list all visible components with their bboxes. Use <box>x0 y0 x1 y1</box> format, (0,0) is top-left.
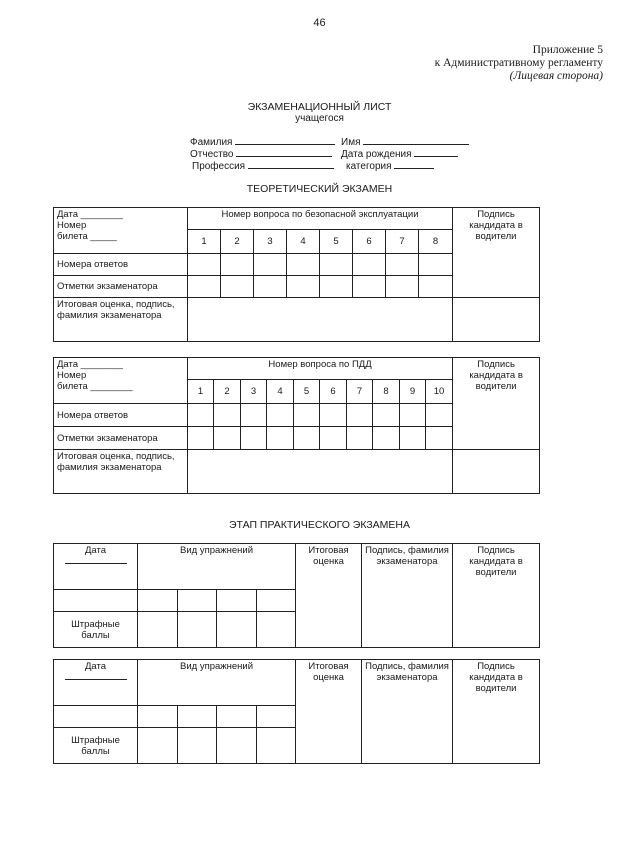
date-value-cell[interactable] <box>54 590 138 612</box>
practice-date-header <box>54 544 138 590</box>
exercise-cell[interactable] <box>217 706 257 728</box>
mark-cell[interactable] <box>241 427 267 450</box>
mark-cell[interactable] <box>419 276 453 298</box>
ticket-label: билета ________ <box>57 381 133 392</box>
exercise-cell[interactable] <box>257 590 296 612</box>
practice-final-grade-header: Итоговая оценка <box>296 660 362 764</box>
mark-cell[interactable] <box>267 427 294 450</box>
practice-section-title: ЭТАП ПРАКТИЧЕСКОГО ЭКЗАМЕНА <box>228 519 411 531</box>
surname-line <box>235 144 335 145</box>
practice-candidate-signature-header: Подпись кандидата в водители <box>453 660 540 764</box>
category-label: категория <box>346 161 392 172</box>
patronymic-line <box>236 156 332 157</box>
mark-cell[interactable] <box>353 276 386 298</box>
answer-cell[interactable] <box>241 404 267 427</box>
examiner-marks-label: Отметки экзаменатора <box>54 276 188 298</box>
mark-cell[interactable] <box>188 427 214 450</box>
date-value-cell[interactable] <box>54 706 138 728</box>
mark-cell[interactable] <box>221 276 254 298</box>
question-number: 2 <box>214 380 241 404</box>
mark-cell[interactable] <box>254 276 287 298</box>
final-grade-label: Итоговая оценка, подпись, фамилия экзаменатора <box>54 450 188 494</box>
profession-line <box>248 168 334 169</box>
question-number: 1 <box>188 230 221 254</box>
question-number: 1 <box>188 380 214 404</box>
mark-cell[interactable] <box>386 276 419 298</box>
date-label: Дата ________ <box>57 359 123 370</box>
exercise-cell[interactable] <box>257 706 296 728</box>
question-number: 7 <box>386 230 419 254</box>
penalty-cell[interactable] <box>138 612 178 648</box>
number-label: Номер <box>57 370 87 381</box>
question-number: 3 <box>241 380 267 404</box>
patronymic-label: Отчество <box>190 149 234 160</box>
ticket-info-cell <box>54 358 188 404</box>
answer-cell[interactable] <box>214 404 241 427</box>
penalty-cell[interactable] <box>217 612 257 648</box>
candidate-signature-header: Подпись кандидата в водители <box>453 208 540 298</box>
birth-date-label: Дата рождения <box>341 149 412 160</box>
ticket-info-cell <box>54 208 188 254</box>
birth-date-field[interactable] <box>341 149 458 160</box>
pdd-question-header: Номер вопроса по ПДД <box>188 358 453 380</box>
answer-cell[interactable] <box>320 404 347 427</box>
name-field[interactable] <box>341 137 469 148</box>
penalty-cell[interactable] <box>178 612 217 648</box>
practice-final-grade-header: Итоговая оценка <box>296 544 362 648</box>
examiner-signature-header: Подпись, фамилия экзаменатора <box>362 660 453 764</box>
category-line <box>394 168 434 169</box>
examiner-marks-label: Отметки экзаменатора <box>54 427 188 450</box>
exercise-cell[interactable] <box>138 706 178 728</box>
patronymic-field[interactable] <box>190 149 332 160</box>
penalty-cell[interactable] <box>138 728 178 764</box>
final-signature-cell[interactable] <box>453 298 540 342</box>
appendix-line-2: к Административному регламенту <box>434 57 603 69</box>
final-grade-cell[interactable] <box>188 298 453 342</box>
mark-cell[interactable] <box>426 427 453 450</box>
appendix-line-1: Приложение 5 <box>532 44 603 56</box>
answer-cell[interactable] <box>188 254 221 276</box>
exercise-cell[interactable] <box>138 590 178 612</box>
final-grade-label: Итоговая оценка, подпись, фамилия экзаменатора <box>54 298 188 342</box>
theory-pdd-table <box>53 357 540 494</box>
answer-cell[interactable] <box>287 254 320 276</box>
question-number: 2 <box>221 230 254 254</box>
penalty-cell[interactable] <box>257 612 296 648</box>
answer-cell[interactable] <box>426 404 453 427</box>
document-title: ЭКЗАМЕНАЦИОННЫЙ ЛИСТ <box>247 101 392 113</box>
answer-cell[interactable] <box>320 254 353 276</box>
surname-field[interactable] <box>190 137 335 148</box>
mark-cell[interactable] <box>347 427 373 450</box>
exercise-cell[interactable] <box>217 590 257 612</box>
page-number: 46 <box>313 17 326 29</box>
exercise-cell[interactable] <box>178 706 217 728</box>
final-signature-cell[interactable] <box>453 450 540 494</box>
theory-section-title: ТЕОРЕТИЧЕСКИЙ ЭКЗАМЕН <box>246 183 393 195</box>
answer-cell[interactable] <box>419 254 453 276</box>
safety-question-header: Номер вопроса по безопасной эксплуатации <box>188 208 453 230</box>
question-number: 9 <box>400 380 426 404</box>
candidate-signature-header: Подпись кандидата в водители <box>453 358 540 450</box>
practice-date-label: Дата <box>84 545 107 556</box>
practice-table-1 <box>53 543 540 648</box>
category-field[interactable] <box>346 161 434 172</box>
appendix-line-3: (Лицевая сторона) <box>509 70 603 82</box>
final-grade-cell[interactable] <box>188 450 453 494</box>
examiner-signature-header: Подпись, фамилия экзаменатора <box>362 544 453 648</box>
answer-cell[interactable] <box>400 404 426 427</box>
exercise-type-header: Вид упражнений <box>138 660 296 706</box>
mark-cell[interactable] <box>287 276 320 298</box>
name-line <box>363 144 469 145</box>
ticket-label: билета _____ <box>57 231 117 242</box>
name-label: Имя <box>341 137 361 148</box>
date-label: Дата ________ <box>57 209 123 220</box>
answer-numbers-label: Номера ответов <box>54 404 188 427</box>
mark-cell[interactable] <box>400 427 426 450</box>
question-number: 6 <box>353 230 386 254</box>
answer-cell[interactable] <box>294 404 320 427</box>
penalty-points-label: Штрафные баллы <box>54 728 138 764</box>
birth-date-line <box>414 156 458 157</box>
penalty-cell[interactable] <box>178 728 217 764</box>
penalty-points-label: Штрафные баллы <box>54 612 138 648</box>
mark-cell[interactable] <box>294 427 320 450</box>
mark-cell[interactable] <box>214 427 241 450</box>
profession-label: Профессия <box>192 161 246 172</box>
penalty-cell[interactable] <box>257 728 296 764</box>
mark-cell[interactable] <box>188 276 221 298</box>
answer-cell[interactable] <box>188 404 214 427</box>
question-number: 4 <box>287 230 320 254</box>
question-number: 8 <box>373 380 400 404</box>
question-number: 3 <box>254 230 287 254</box>
question-number: 8 <box>419 230 453 254</box>
practice-date-line <box>65 679 127 680</box>
surname-label: Фамилия <box>190 137 233 148</box>
mark-cell[interactable] <box>320 276 353 298</box>
question-number: 5 <box>294 380 320 404</box>
question-number: 7 <box>347 380 373 404</box>
mark-cell[interactable] <box>320 427 347 450</box>
penalty-cell[interactable] <box>217 728 257 764</box>
answer-numbers-label: Номера ответов <box>54 254 188 276</box>
question-number: 6 <box>320 380 347 404</box>
theory-safety-table <box>53 207 540 342</box>
answer-cell[interactable] <box>353 254 386 276</box>
answer-cell[interactable] <box>347 404 373 427</box>
question-number: 5 <box>320 230 353 254</box>
exercise-type-header: Вид упражнений <box>138 544 296 590</box>
practice-date-line <box>65 563 127 564</box>
practice-date-label: Дата <box>84 661 107 672</box>
profession-field[interactable] <box>192 161 334 172</box>
answer-cell[interactable] <box>386 254 419 276</box>
answer-cell[interactable] <box>254 254 287 276</box>
answer-cell[interactable] <box>221 254 254 276</box>
exercise-cell[interactable] <box>178 590 217 612</box>
mark-cell[interactable] <box>373 427 400 450</box>
answer-cell[interactable] <box>373 404 400 427</box>
answer-cell[interactable] <box>267 404 294 427</box>
question-number: 10 <box>426 380 453 404</box>
practice-candidate-signature-header: Подпись кандидата в водители <box>453 544 540 648</box>
practice-date-header <box>54 660 138 706</box>
question-number: 4 <box>267 380 294 404</box>
practice-table-2 <box>53 659 540 764</box>
number-label: Номер <box>57 220 87 231</box>
document-subtitle: учащегося <box>295 113 344 124</box>
